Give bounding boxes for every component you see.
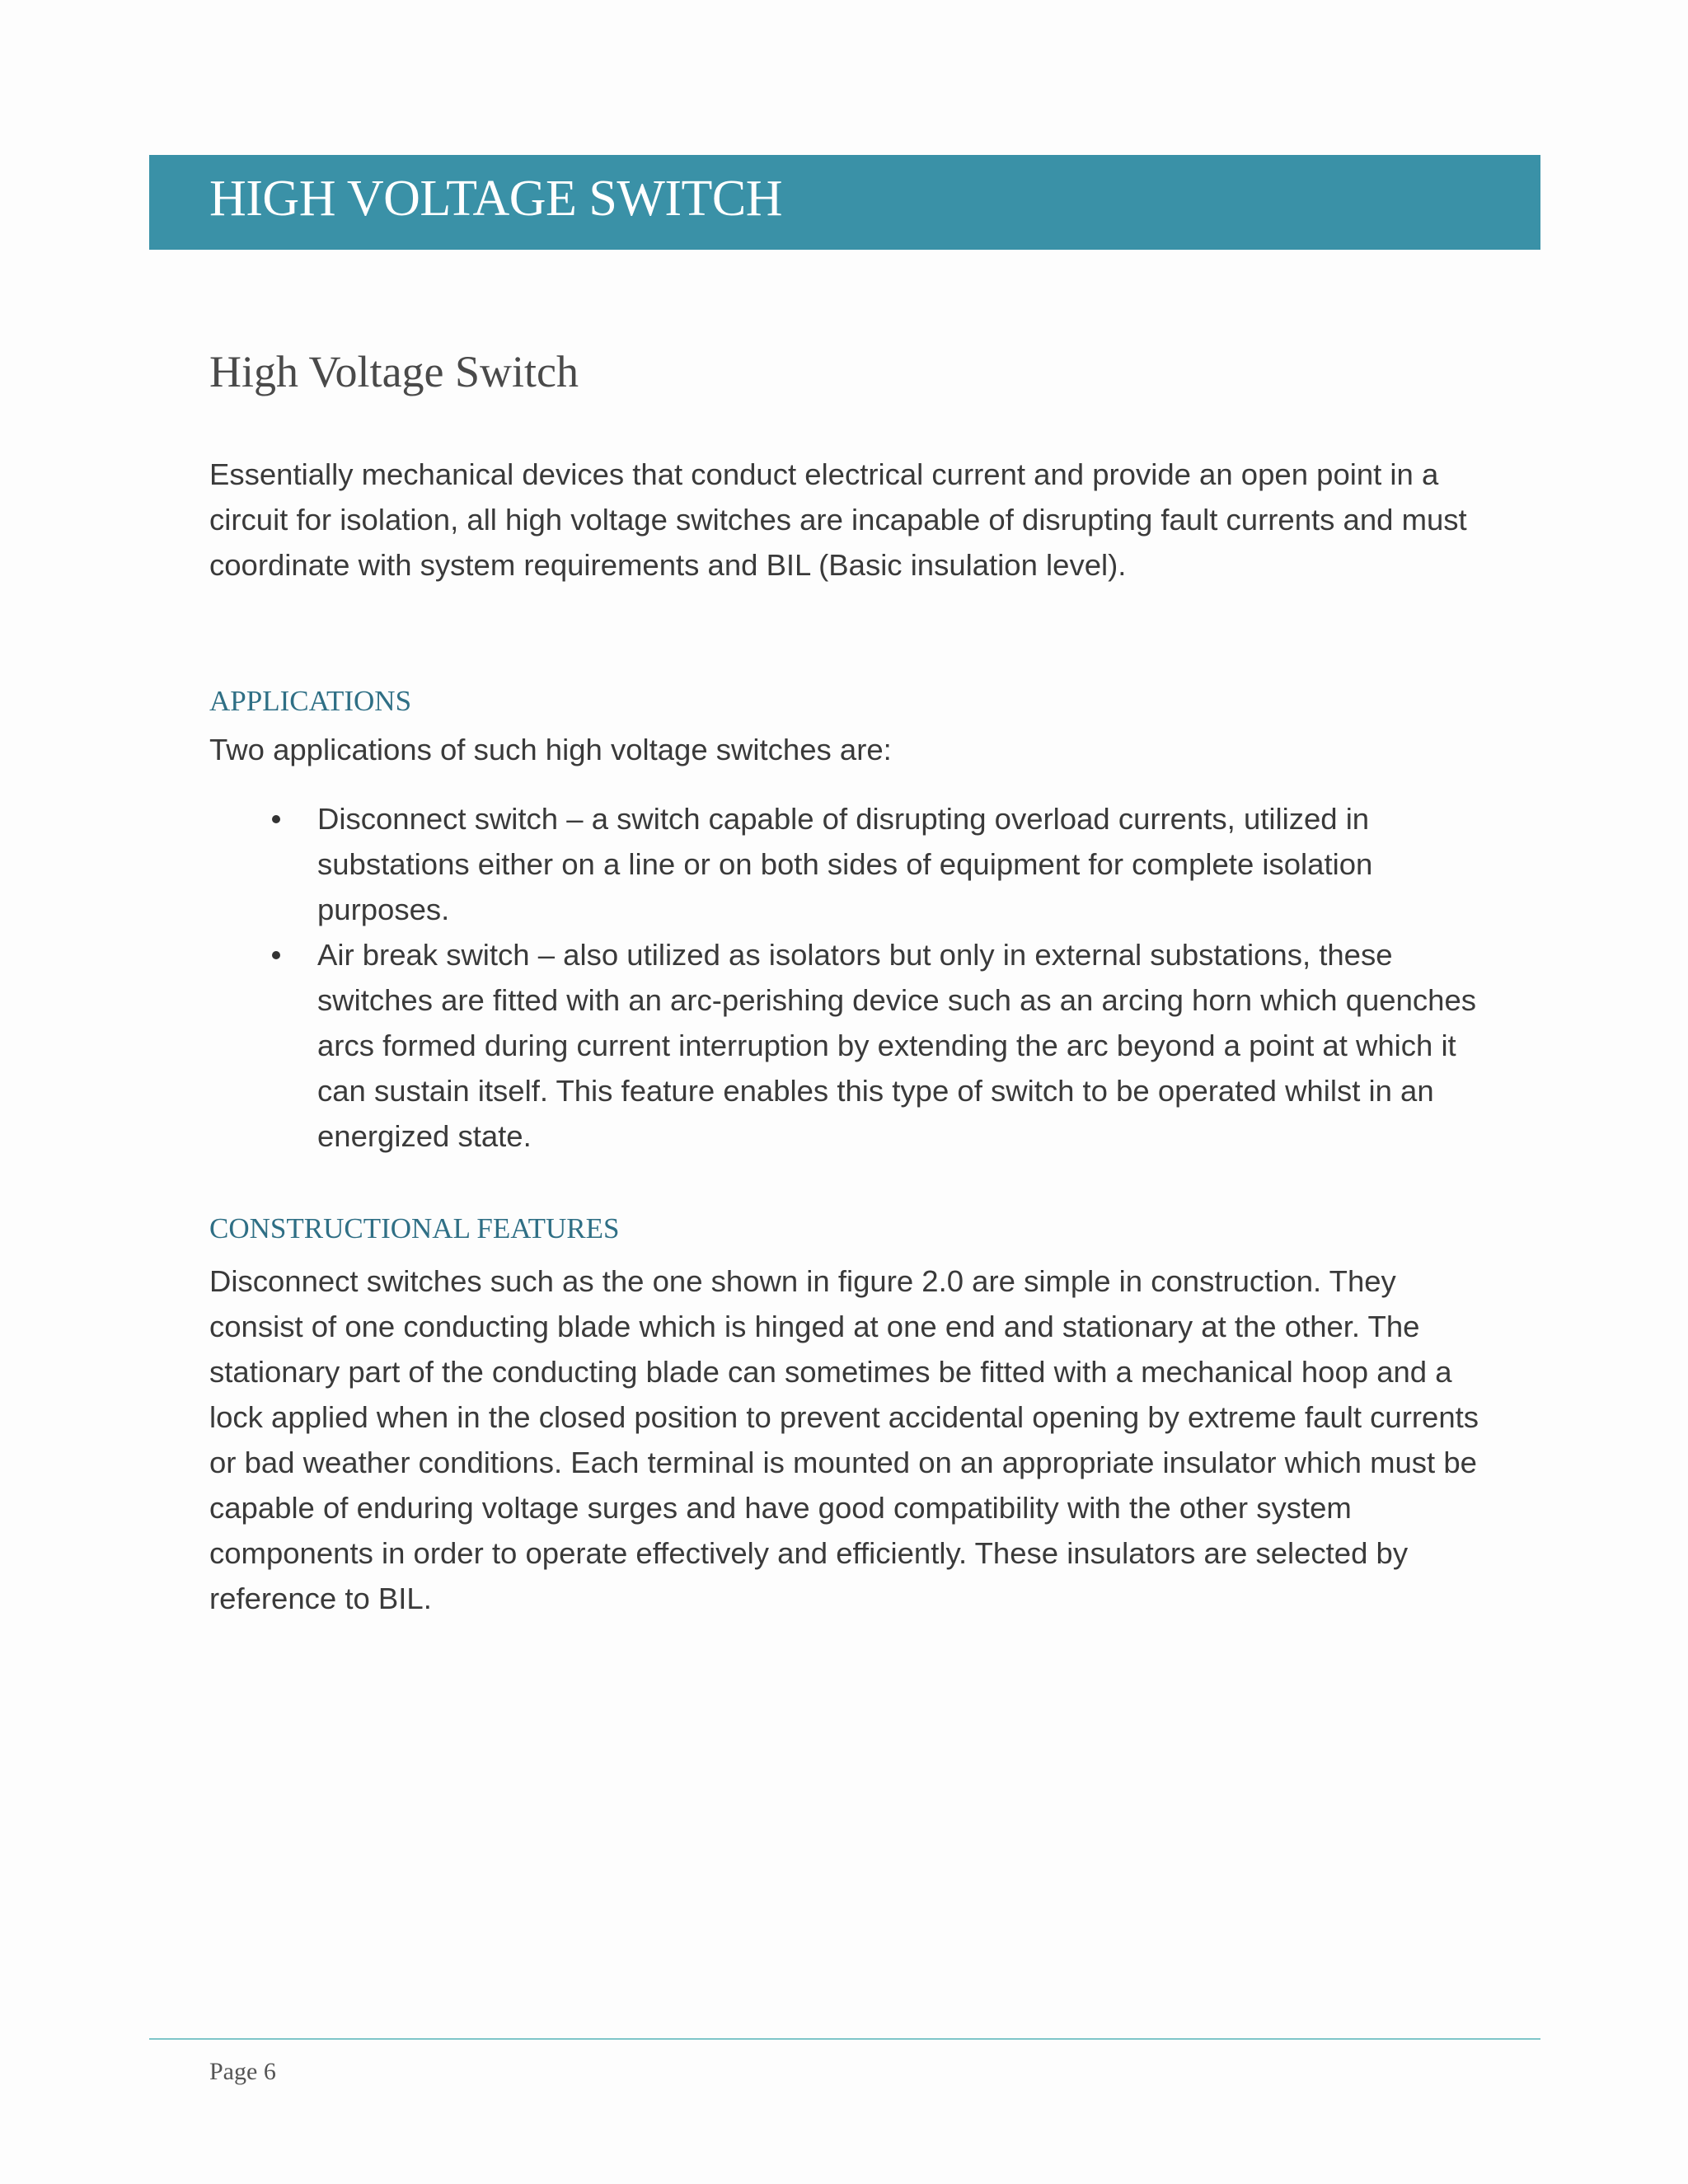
page-number: Page 6	[209, 2058, 276, 2085]
document-heading: High Voltage Switch	[209, 347, 579, 396]
applications-heading: APPLICATIONS	[209, 685, 412, 717]
bullet-icon	[272, 951, 280, 959]
intro-paragraph: Essentially mechanical devices that conduct electrical current and provide an open point in a circuit for isolation, all high voltage switches are incapable of disrupting fault currents and must coordinate with system requirements and BIL (Basic insulation level).	[209, 457, 1467, 582]
title-banner	[149, 155, 1540, 250]
constructional-features-heading: CONSTRUCTIONAL FEATURES	[209, 1212, 620, 1244]
bullet-icon	[272, 815, 280, 823]
list-item-text: Disconnect switch – a switch capable of disrupting overload currents, utilized in substations either on a line or on both sides of equipment for complete isolation purposes.	[317, 802, 1373, 926]
applications-list	[209, 796, 1495, 1159]
banner-title: HIGH VOLTAGE SWITCH	[209, 171, 783, 227]
list-item-text: Air break switch – also utilized as isolators but only in external substations, these switches are fitted with an arc-perishing device such as an arcing horn which quenches arcs formed during current interruption by extending the arc beyond a point at which it can sustain itself. This feature enables this type of switch to be operated whilst in an energized state.	[317, 938, 1476, 1153]
applications-intro: Two applications of such high voltage switches are:	[209, 733, 892, 766]
footer-divider	[149, 2038, 1540, 2040]
list-item	[209, 932, 1495, 1159]
constructional-features-paragraph: Disconnect switches such as the one shown in figure 2.0 are simple in construction. They consist of one conducting blade which is hinged at one end and stationary at the other. The stationary part of the conducting blade can sometimes be fitted with a mechanical hoop and a lock applied when in the closed position to prevent accidental opening by extreme fault currents or bad weather conditions. Each terminal is mounted on an appropriate insulator which must be capable of enduring voltage surges and have good compatibility with the other system components in order to operate effectively and efficiently. These insulators are selected by reference to BIL.	[209, 1264, 1479, 1615]
list-item	[209, 796, 1495, 932]
